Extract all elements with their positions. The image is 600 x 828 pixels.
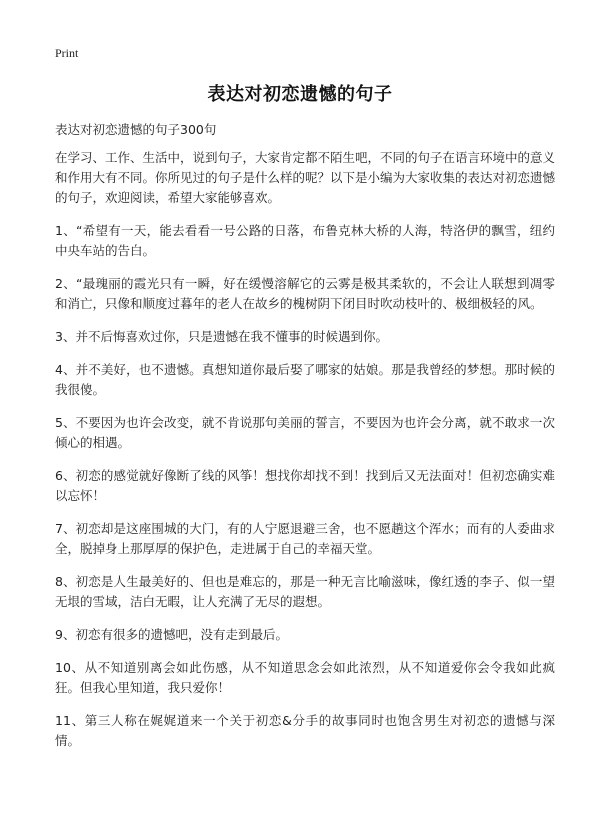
- sentence-item-11: 11、第三人称在娓娓道来一个关于初恋&分手的故事同时也饱含男生对初恋的遗憾与深情。: [55, 713, 555, 748]
- sentence-item-7: 7、初恋却是这座围城的大门，有的人宁愿退避三舍，也不愿趟这个浑水；而有的人委曲求全，脱掉身上那厚厚的保护色，走进属于自己的幸福天堂。: [55, 521, 555, 556]
- sentence-item-4: 4、并不美好，也不遗憾。真想知道你最后娶了哪家的姑娘。那是我曾经的梦想。那时候的我很傻。: [55, 362, 555, 397]
- sentence-item-3: 3、并不后悔喜欢过你，只是遗憾在我不懂事的时候遇到你。: [55, 329, 388, 344]
- intro-paragraph: 在学习、工作、生活中，说到句子，大家肯定都不陌生吧，不同的句子在语言环境中的意义和作用大有不同。你所见过的句子是什么样的呢？以下是小编为大家收集的表达对初恋遗憾的句子，欢迎阅读，希望大家能够喜欢。: [55, 150, 556, 205]
- sentence-item-8: 8、初恋是人生最美好的、但也是难忘的，那是一种无言比喻滋味，像红透的李子、似一望无垠的雪域，洁白无暇，让人充满了无尽的遐想。: [55, 574, 555, 609]
- sentence-item-9: 9、初恋有很多的遗憾吧，没有走到最后。: [55, 627, 288, 642]
- sentence-item-2: 2、“最瑰丽的霞光只有一瞬，好在缓慢溶解它的云雾是极其柔软的，不会让人联想到凋零和消亡，只像和顺度过暮年的老人在故乡的槐树阴下闭目时吹动枝叶的、极细极轻的风。: [55, 276, 555, 311]
- page-subtitle: 表达对初恋遗憾的句子300句: [55, 122, 217, 137]
- sentence-item-10: 10、从不知道别离会如此伤感，从不知道思念会如此浓烈，从不知道爱你会令我如此疯狂。但我心里知道，我只爱你！: [55, 660, 555, 695]
- sentence-item-1: 1、“希望有一天，能去看看一号公路的日落，布鲁克林大桥的人海，特洛伊的飘雪，纽约中央车站的告白。: [55, 223, 555, 258]
- page-title: 表达对初恋遗憾的句子: [207, 84, 393, 105]
- article-body: [55, 148, 555, 764]
- print-label: Print: [55, 46, 79, 60]
- sentence-item-5: 5、不要因为也许会改变，就不肯说那句美丽的誓言，不要因为也许会分离，就不敢求一次倾心的相遇。: [55, 415, 555, 450]
- sentence-item-6: 6、初恋的感觉就好像断了线的风筝！想找你却找不到！找到后又无法面对！但初恋确实难以忘怀！: [55, 468, 555, 503]
